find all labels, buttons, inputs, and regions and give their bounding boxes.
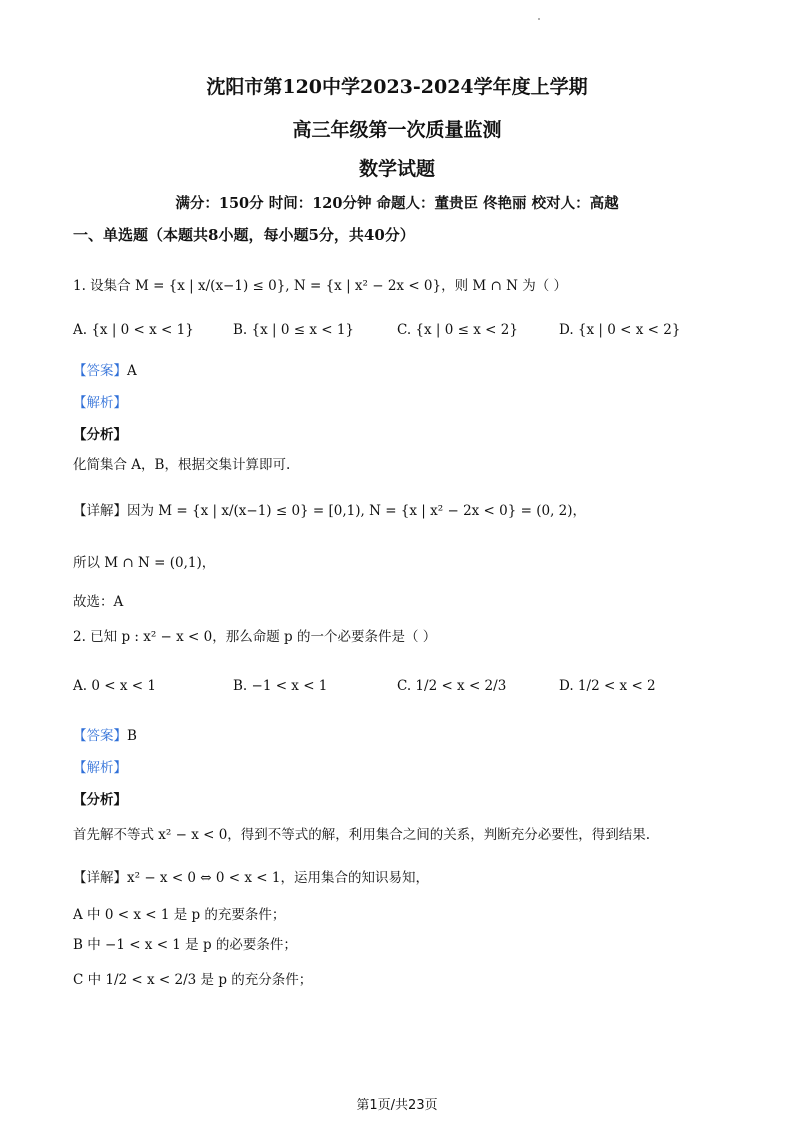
q1-guxuan: 故选：A bbox=[73, 594, 124, 610]
q1-xiangjie: 【详解】因为 M = {x | x/(x−1) ≤ 0} = [0,1), N = {x | x² − 2x < 0} = (0, 2)， bbox=[73, 503, 587, 519]
jiexi-tag: 【解析】 bbox=[73, 760, 127, 776]
q2-line-c: C 中 1/2 < x < 2/3 是 p 的充分条件； bbox=[73, 972, 313, 988]
q1-answer bbox=[73, 359, 137, 379]
exam-subtitle: 高三年级第一次质量监测 bbox=[292, 119, 502, 141]
q2-fenxi-text: 首先解不等式 x² − x < 0，得到不等式的解，利用集合之间的关系，判断充分必要性，得到结果. bbox=[73, 827, 651, 843]
q2-fenxi-heading: 【分析】 bbox=[73, 792, 127, 808]
q2-option-a: A. 0 < x < 1 bbox=[73, 678, 156, 694]
q2-stem: 2. 已知 p : x² − x < 0，那么命题 p 的一个必要条件是（ ） bbox=[73, 629, 437, 645]
exam-title: 沈阳市第120中学2023-2024学年度上学期 bbox=[206, 76, 588, 98]
q1-option-b: B. {x | 0 ≤ x < 1} bbox=[233, 322, 355, 338]
answer-tag: 【答案】 bbox=[73, 728, 127, 744]
q2-xiangjie: 【详解】x² − x < 0 ⇔ 0 < x < 1，运用集合的知识易知， bbox=[73, 870, 429, 886]
q2-line-b: B 中 −1 < x < 1 是 p 的必要条件； bbox=[73, 937, 297, 953]
q1-option-d: D. {x | 0 < x < 2} bbox=[559, 322, 681, 338]
q2-option-c: C. 1/2 < x < 2/3 bbox=[397, 678, 507, 694]
q1-suoyi: 所以 M ∩ N = (0,1)， bbox=[73, 555, 216, 571]
q2-option-b: B. −1 < x < 1 bbox=[233, 678, 328, 694]
stray-dot bbox=[538, 18, 540, 20]
q1-option-a: A. {x | 0 < x < 1} bbox=[73, 322, 194, 338]
exam-meta: 满分：150分 时间：120分钟 命题人：董贵臣 佟艳丽 校对人：高越 bbox=[175, 195, 619, 212]
section-heading: 一、单选题（本题共8小题，每小题5分，共40分） bbox=[73, 226, 415, 244]
q2-line-a: A 中 0 < x < 1 是 p 的充要条件； bbox=[73, 907, 286, 923]
q2-option-d: D. 1/2 < x < 2 bbox=[559, 678, 656, 694]
answer-value: B bbox=[127, 728, 137, 744]
jiexi-tag: 【解析】 bbox=[73, 395, 127, 411]
q1-stem: 1. 设集合 M = {x | x/(x−1) ≤ 0}, N = {x | x² − 2x < 0}，则 M ∩ N 为（ ） bbox=[73, 278, 568, 294]
q1-jiexi bbox=[73, 391, 127, 411]
answer-value: A bbox=[127, 363, 137, 379]
q1-fenxi-text: 化简集合 A，B，根据交集计算即可. bbox=[73, 457, 291, 473]
q2-answer bbox=[73, 724, 137, 744]
exam-subject: 数学试题 bbox=[358, 158, 435, 180]
q1-fenxi-heading: 【分析】 bbox=[73, 427, 127, 443]
page-footer: 第1页/共23页 bbox=[356, 1098, 438, 1113]
q2-jiexi bbox=[73, 756, 127, 776]
answer-tag: 【答案】 bbox=[73, 363, 127, 379]
q1-option-c: C. {x | 0 ≤ x < 2} bbox=[397, 322, 518, 338]
